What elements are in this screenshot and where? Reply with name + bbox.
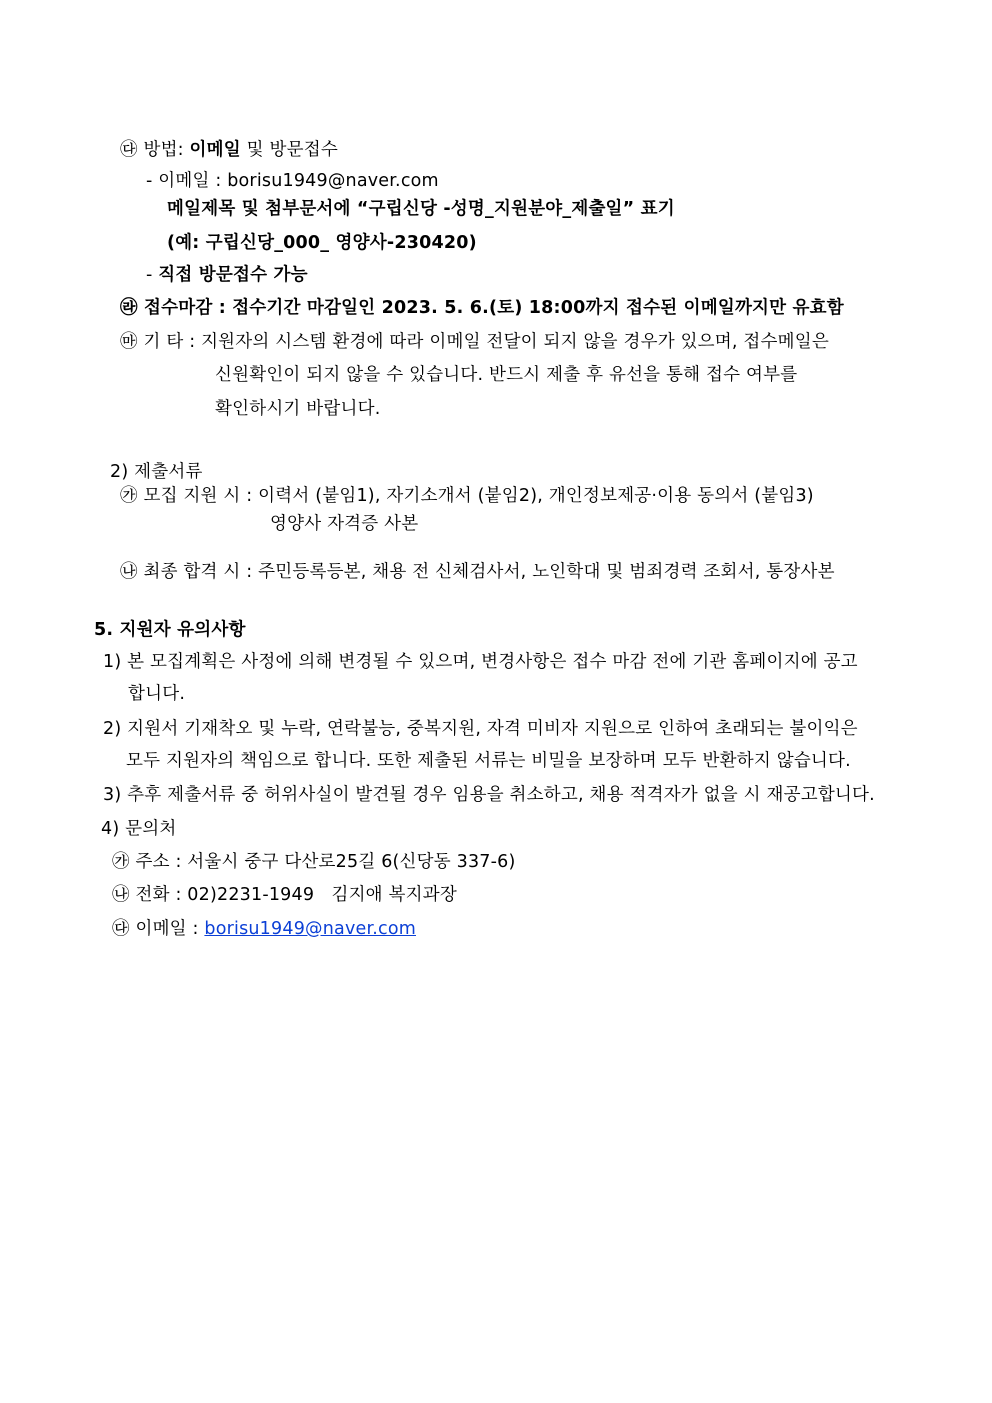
docs-heading: 2) 제출서류 xyxy=(110,462,203,482)
docs-final-text: 주민등록등본, 채용 전 신체검사서, 노인학대 및 범죄경력 조회서, 통장사본 xyxy=(258,562,835,582)
notes-item3: 3) 추후 제출서류 중 허위사실이 발견될 경우 임용을 취소하고, 채용 적격자가 없을 시 재공고합니다. xyxy=(103,785,875,805)
email-prefix: - 이메일 : xyxy=(146,171,228,191)
mail-subject: 메일제목 및 첨부문서에 “구립신당 -성명_지원분야_제출일” 표기 xyxy=(167,199,675,219)
etc-line3: 확인하시기 바랍니다. xyxy=(215,399,381,419)
method-line xyxy=(120,139,338,161)
mail-example: (예: 구립신당_000_ 영양사-230420) xyxy=(167,233,477,253)
docs-apply-text1: 이력서 (붙임1), 자기소개서 (붙임2), 개인정보제공·이용 동의서 (붙임3) xyxy=(258,486,814,506)
contact-email-link[interactable]: borisu1949@naver.com xyxy=(204,919,416,939)
contact-phone-text: 전화 : 02)2231-1949 김지애 복지과장 xyxy=(135,885,457,905)
contact-phone xyxy=(112,884,457,906)
circled-marker: ㉰ xyxy=(120,140,138,160)
method-email: 이메일 xyxy=(189,140,241,160)
docs-final-line xyxy=(120,561,835,583)
circled-marker: ㉯ xyxy=(112,885,130,905)
docs-final-label: 최종 합격 시 : xyxy=(143,562,253,582)
docs-apply-line2: 영양사 자격증 사본 xyxy=(270,514,419,534)
email-line xyxy=(146,170,439,192)
notes-item1-line1: 1) 본 모집계획은 사정에 의해 변경될 수 있으며, 변경사항은 접수 마감 전에 기관 홈페이지에 공고 xyxy=(103,652,858,672)
deadline-line xyxy=(120,297,844,319)
circled-marker: ㉯ xyxy=(120,562,138,582)
notes-item1-line2: 합니다. xyxy=(128,684,186,704)
circled-marker: ㉱ xyxy=(120,298,138,318)
email-address: borisu1949@naver.com xyxy=(227,171,439,191)
circled-marker: ㉮ xyxy=(112,852,130,872)
method-rest: 및 방문접수 xyxy=(246,140,338,160)
circled-marker: ㉰ xyxy=(112,919,130,939)
notes-item2-line2: 모두 지원자의 책임으로 합니다. 또한 제출된 서류는 비밀을 보장하며 모두 반환하지 않습니다. xyxy=(126,751,851,771)
notes-item2-line1: 2) 지원서 기재착오 및 누락, 연락불능, 중복지원, 자격 미비자 지원으로 인하여 초래되는 불이익은 xyxy=(103,719,858,739)
notes-title: 5. 지원자 유의사항 xyxy=(94,620,246,640)
docs-apply-line1 xyxy=(120,485,814,507)
etc-label: 기 타 : xyxy=(143,332,196,352)
contact-address xyxy=(112,851,516,873)
etc-text1: 지원자의 시스템 환경에 따라 이메일 전달이 되지 않을 경우가 있으며, 접수메일은 xyxy=(201,332,829,352)
direct-visit-line xyxy=(146,264,308,286)
circled-marker: ㉲ xyxy=(120,332,138,352)
direct-visit-prefix: - xyxy=(146,265,159,285)
contact-address-text: 주소 : 서울시 중구 다산로25길 6(신당동 337-6) xyxy=(135,852,516,872)
etc-line1 xyxy=(120,331,829,353)
circled-marker: ㉮ xyxy=(120,486,138,506)
etc-line2: 신원확인이 되지 않을 수 있습니다. 반드시 제출 후 유선을 통해 접수 여부를 xyxy=(215,365,798,385)
docs-apply-label: 모집 지원 시 : xyxy=(143,486,253,506)
direct-visit-text: 직접 방문접수 가능 xyxy=(158,265,308,285)
deadline-text: 접수마감 : 접수기간 마감일인 2023. 5. 6.(토) 18:00까지 접수된 이메일까지만 유효함 xyxy=(144,298,844,318)
method-label: 방법: xyxy=(143,140,184,160)
contact-email-label: 이메일 : xyxy=(135,919,205,939)
contact-email xyxy=(112,918,416,940)
notes-item4: 4) 문의처 xyxy=(101,819,177,839)
